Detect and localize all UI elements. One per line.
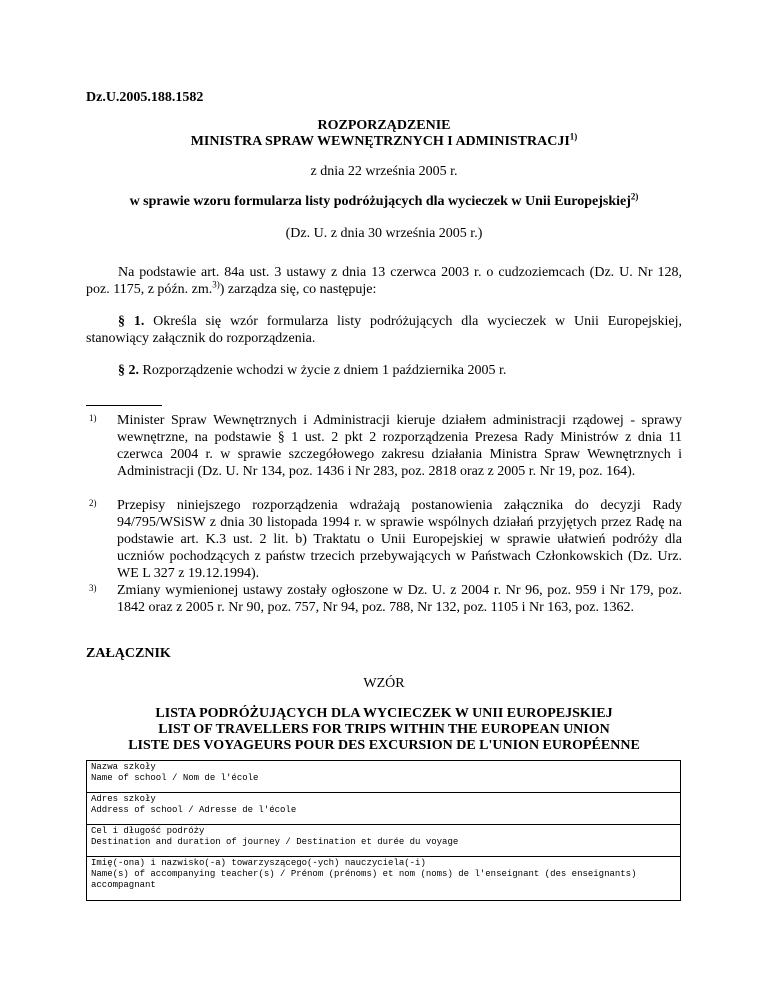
issue-date: z dnia 22 września 2005 r. (310, 164, 458, 179)
section-1 (86, 313, 682, 347)
preamble-text-a: Na podstawie art. 84a ust. 3 ustawy z dnia 13 czerwca 2003 r. o cudzoziemcach (Dz. U. Nr 128, poz. 1175, z późn. zm. (86, 265, 682, 297)
journey-label-pl: Cel i długość podróży (91, 826, 205, 836)
journey-label-en-fr: Destination and duration of journey / Destination et durée du voyage (91, 837, 459, 847)
preamble (86, 264, 682, 298)
school-address-label-en-fr: Address of school / Adresse de l'école (91, 805, 297, 815)
preamble-footnote-ref[interactable]: 3) (212, 279, 220, 290)
annex-heading: ZAŁĄCZNIK (86, 646, 171, 661)
section-2-text: Rozporządzenie wchodzi w życie z dniem 1 października 2005 r. (139, 363, 507, 378)
form-row-school-address (87, 793, 681, 825)
footnote-separator (86, 405, 162, 406)
section-1-label: § 1. (118, 314, 145, 329)
school-name-label-pl: Nazwa szkoły (91, 762, 156, 772)
footnote-2-text: Przepisy niniejszego rozporządzenia wdrażają postanowienia załącznika do decyzji Rady 94/795/WSiSW z dnia 30 listopada 1994 r. w sprawie wspólnych działań przyjętych przez Radę na podstawie art. K.3 ust. 2 lit. b) Traktatu o Unii Europejskiej w sprawie ułatwień podróży dla uczniów pochodzących z państw trzecich przebywających w Państwach Członkowskich (Dz. Urz. WE L 327 z 19.12.1994). (117, 498, 682, 581)
form-row-journey (87, 825, 681, 857)
footnote-3-text: Zmiany wymienionej ustawy zostały ogłoszone w Dz. U. z 2004 r. Nr 96, poz. 959 i Nr 179, poz. 1842 oraz z 2005 r. Nr 90, poz. 757, Nr 94, poz. 788, Nr 132, poz. 1105 i Nr 163, poz. 1362. (117, 583, 682, 615)
school-name-field[interactable] (87, 761, 681, 793)
teachers-label-pl: Imię(-ona) i nazwisko(-a) towarzyszącego(-ych) nauczyciela(-i) (91, 858, 426, 868)
form-row-school-name (87, 761, 681, 793)
title-line1: ROZPORZĄDZENIE (317, 118, 451, 133)
preamble-text-b: ) zarządza się, co następuje: (219, 282, 377, 297)
title-line2 (0, 133, 768, 150)
school-name-label-en-fr: Name of school / Nom de l'école (91, 773, 259, 783)
title-footnote-ref[interactable]: 1) (569, 131, 578, 142)
journey-field[interactable] (87, 825, 681, 857)
journal-reference: Dz.U.2005.188.1582 (86, 90, 204, 105)
title-line2-text: MINISTRA SPRAW WEWNĘTRZNYCH I ADMINISTRACJI (190, 134, 570, 149)
template-label: WZÓR (363, 676, 405, 691)
section-2-label: § 2. (118, 363, 139, 378)
subject-line (0, 193, 768, 210)
footnote-2 (86, 497, 682, 582)
travellers-form-table (86, 760, 681, 901)
teachers-field[interactable] (87, 857, 681, 901)
footnote-3-number: 3) (89, 583, 97, 593)
footnote-1-number: 1) (89, 413, 97, 423)
publication-note: (Dz. U. z dnia 30 września 2005 r.) (285, 226, 483, 241)
section-2 (86, 362, 682, 379)
form-title-pl: LISTA PODRÓŻUJĄCYCH DLA WYCIECZEK W UNII EUROPEJSKIEJ (155, 706, 613, 721)
form-title-en: LIST OF TRAVELLERS FOR TRIPS WITHIN THE EUROPEAN UNION (158, 722, 610, 737)
section-1-text: Określa się wzór formularza listy podróżujących dla wycieczek w Unii Europejskiej, stanowiący załącznik do rozporządzenia. (86, 314, 682, 346)
footnote-1-text: Minister Spraw Wewnętrznych i Administracji kieruje działem administracji rządowej - sprawy wewnętrzne, na podstawie § 1 ust. 2 pkt 2 rozporządzenia Prezesa Rady Ministrów z dnia 11 czerwca 2004 r. w sprawie szczegółowego zakresu działania Ministra Spraw Wewnętrznych i Administracji (Dz. U. Nr 134, poz. 1436 i Nr 283, poz. 2818 oraz z 2005 r. Nr 19, poz. 164). (117, 413, 682, 479)
school-address-field[interactable] (87, 793, 681, 825)
footnote-2-number: 2) (89, 498, 97, 508)
teachers-label-en-fr: Name(s) of accompanying teacher(s) / Prénom (prénoms) et nom (noms) de l'enseignant (des enseignants) accompagnant (91, 869, 637, 890)
form-title-fr: LISTE DES VOYAGEURS POUR DES EXCURSION DE L'UNION EUROPÉENNE (128, 738, 640, 753)
subject-footnote-ref[interactable]: 2) (630, 191, 639, 202)
form-row-teachers (87, 857, 681, 901)
school-address-label-pl: Adres szkoły (91, 794, 156, 804)
footnote-1 (86, 412, 682, 480)
footnote-3 (86, 582, 682, 616)
subject-text: w sprawie wzoru formularza listy podróżujących dla wycieczek w Unii Europejskiej (129, 194, 631, 209)
